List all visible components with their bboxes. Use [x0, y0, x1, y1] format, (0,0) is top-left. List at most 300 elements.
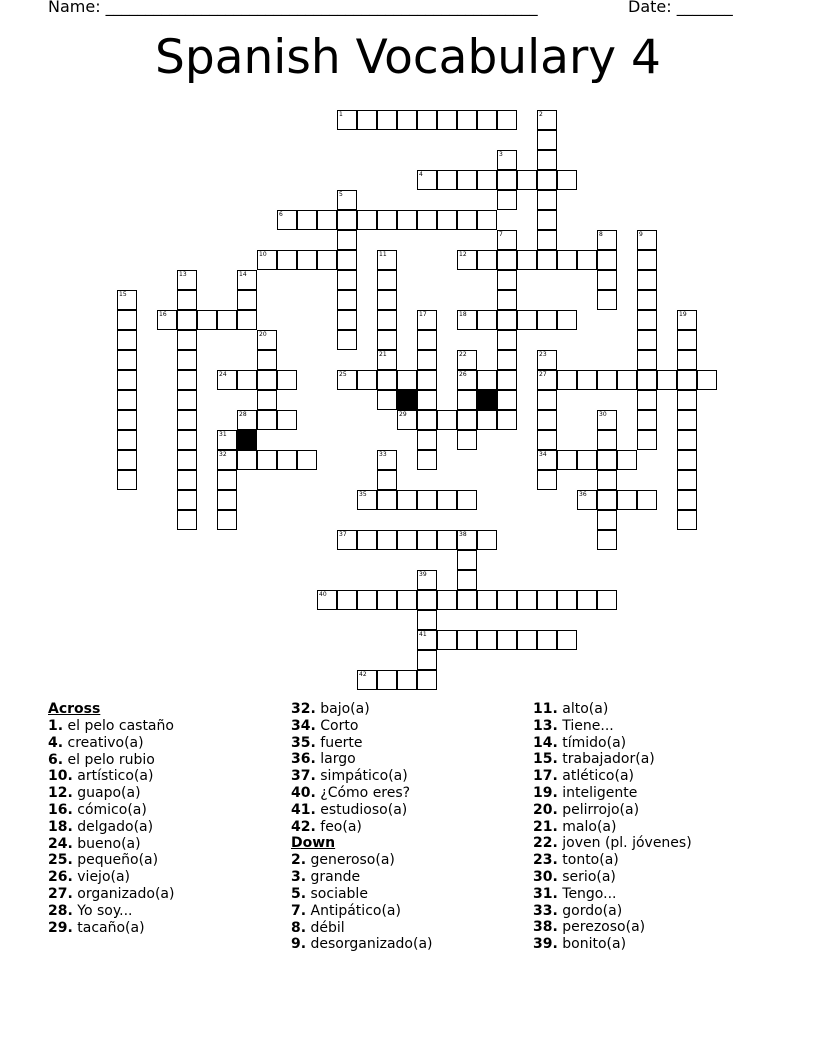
grid-cell[interactable] [537, 470, 557, 490]
grid-cell[interactable] [637, 390, 657, 410]
grid-cell[interactable] [417, 570, 437, 590]
grid-cell[interactable] [377, 290, 397, 310]
grid-cell[interactable] [237, 450, 257, 470]
grid-cell[interactable] [177, 330, 197, 350]
grid-cell[interactable] [317, 210, 337, 230]
grid-cell[interactable] [497, 310, 517, 330]
grid-cell[interactable] [397, 370, 417, 390]
grid-cell[interactable] [337, 210, 357, 230]
grid-cell[interactable] [297, 450, 317, 470]
grid-cell[interactable] [177, 510, 197, 530]
grid-cell[interactable] [417, 490, 437, 510]
grid-cell[interactable] [497, 410, 517, 430]
grid-cell[interactable] [437, 530, 457, 550]
grid-cell[interactable] [637, 290, 657, 310]
grid-cell[interactable] [537, 430, 557, 450]
clue-number-label: 7. [291, 902, 307, 919]
grid-cell[interactable] [377, 110, 397, 130]
grid-cell[interactable] [677, 470, 697, 490]
grid-cell[interactable] [417, 530, 437, 550]
grid-cell[interactable] [557, 630, 577, 650]
grid-cell[interactable] [117, 450, 137, 470]
grid-cell[interactable] [337, 250, 357, 270]
grid-cell[interactable] [177, 390, 197, 410]
grid-cell[interactable] [677, 490, 697, 510]
grid-cell[interactable] [477, 630, 497, 650]
grid-cell[interactable] [117, 310, 137, 330]
grid-cell[interactable] [417, 410, 437, 430]
clue-item [291, 701, 526, 718]
grid-cell[interactable] [217, 450, 237, 470]
grid-cell[interactable] [377, 330, 397, 350]
grid-cell[interactable] [417, 590, 437, 610]
grid-cell[interactable] [337, 230, 357, 250]
grid-cell[interactable] [257, 410, 277, 430]
grid-cell[interactable] [477, 410, 497, 430]
grid-cell[interactable] [577, 370, 597, 390]
grid-cell[interactable] [417, 310, 437, 330]
clue-item [48, 785, 283, 802]
clue-number: 41 [419, 631, 427, 638]
grid-cell[interactable] [457, 210, 477, 230]
grid-cell[interactable] [437, 210, 457, 230]
grid-cell[interactable] [677, 370, 697, 390]
grid-cell[interactable] [597, 370, 617, 390]
clue-text: largo [320, 751, 356, 768]
grid-cell[interactable] [497, 170, 517, 190]
grid-cell[interactable] [397, 410, 417, 430]
clue-item [291, 886, 526, 903]
grid-cell[interactable] [117, 330, 137, 350]
grid-cell[interactable] [177, 310, 197, 330]
grid-cell[interactable] [397, 210, 417, 230]
grid-cell[interactable] [257, 350, 277, 370]
grid-cell[interactable] [177, 350, 197, 370]
grid-cell[interactable] [617, 490, 637, 510]
grid-cell[interactable] [557, 370, 577, 390]
grid-cell[interactable] [277, 450, 297, 470]
grid-cell[interactable] [437, 110, 457, 130]
grid-cell[interactable] [517, 250, 537, 270]
grid-cell[interactable] [417, 370, 437, 390]
clue-text: Corto [320, 717, 359, 734]
clue-number-label: 6. [48, 751, 64, 768]
grid-cell[interactable] [417, 650, 437, 670]
grid-cell[interactable] [417, 610, 437, 630]
grid-cell[interactable] [577, 590, 597, 610]
grid-cell[interactable] [117, 290, 137, 310]
clue-number-label: 16. [48, 801, 73, 818]
name-label: Name: ______________________________________________________ [48, 0, 538, 16]
grid-cell[interactable] [377, 310, 397, 330]
grid-cell[interactable] [537, 170, 557, 190]
grid-cell[interactable] [577, 250, 597, 270]
grid-cell[interactable] [237, 270, 257, 290]
grid-cell[interactable] [397, 670, 417, 690]
grid-cell[interactable] [277, 210, 297, 230]
grid-cell[interactable] [417, 350, 437, 370]
grid-cell[interactable] [537, 370, 557, 390]
grid-cell[interactable] [397, 490, 417, 510]
clue-item [533, 869, 793, 886]
grid-cell[interactable] [497, 110, 517, 130]
grid-cell[interactable] [237, 370, 257, 390]
clue-text: Yo soy... [77, 902, 133, 919]
grid-cell[interactable] [457, 370, 477, 390]
grid-cell[interactable] [597, 430, 617, 450]
grid-cell[interactable] [237, 410, 257, 430]
grid-cell[interactable] [397, 590, 417, 610]
grid-cell[interactable] [497, 330, 517, 350]
grid-cell[interactable] [457, 410, 477, 430]
clue-number: 3 [499, 151, 503, 158]
grid-cell[interactable] [177, 290, 197, 310]
grid-cell[interactable] [377, 270, 397, 290]
grid-cell[interactable] [417, 450, 437, 470]
grid-cell[interactable] [217, 430, 237, 450]
grid-cell[interactable] [597, 590, 617, 610]
grid-cell[interactable] [497, 270, 517, 290]
clue-number: 39 [419, 571, 427, 578]
grid-cell[interactable] [277, 250, 297, 270]
grid-cell[interactable] [417, 330, 437, 350]
grid-cell[interactable] [377, 490, 397, 510]
grid-cell[interactable] [457, 530, 477, 550]
grid-cell[interactable] [117, 470, 137, 490]
clue-item [48, 852, 283, 869]
grid-cell[interactable] [537, 350, 557, 370]
grid-cell[interactable] [117, 370, 137, 390]
clue-text: el pelo castaño [67, 718, 174, 734]
grid-cell[interactable] [117, 350, 137, 370]
grid-cell[interactable] [257, 390, 277, 410]
grid-cell[interactable] [557, 170, 577, 190]
grid-cell[interactable] [357, 110, 377, 130]
grid-cell[interactable] [477, 530, 497, 550]
clue-item [291, 718, 526, 735]
grid-cell[interactable] [477, 310, 497, 330]
grid-cell[interactable] [457, 490, 477, 510]
clue-number: 24 [219, 371, 227, 378]
grid-cell[interactable] [317, 590, 337, 610]
grid-cell[interactable] [217, 490, 237, 510]
grid-cell[interactable] [537, 110, 557, 130]
clue-text: bueno(a) [77, 835, 141, 852]
clue-number: 13 [179, 271, 187, 278]
grid-cell[interactable] [597, 450, 617, 470]
grid-cell[interactable] [377, 470, 397, 490]
grid-cell[interactable] [317, 250, 337, 270]
grid-cell[interactable] [517, 590, 537, 610]
grid-cell[interactable] [417, 630, 437, 650]
grid-cell[interactable] [497, 230, 517, 250]
grid-cell[interactable] [617, 450, 637, 470]
grid-cell[interactable] [417, 110, 437, 130]
grid-cell[interactable] [277, 370, 297, 390]
grid-cell[interactable] [477, 370, 497, 390]
grid-cell[interactable] [217, 510, 237, 530]
clue-text: organizado(a) [77, 885, 175, 902]
clue-number-label: 35. [291, 734, 316, 751]
clue-number: 42 [359, 671, 367, 678]
clue-text: feo(a) [320, 818, 362, 835]
grid-cell[interactable] [337, 190, 357, 210]
grid-cell[interactable] [377, 250, 397, 270]
grid-cell[interactable] [217, 370, 237, 390]
grid-cell[interactable] [497, 630, 517, 650]
grid-cell[interactable] [397, 530, 417, 550]
grid-cell[interactable] [417, 430, 437, 450]
grid-cell[interactable] [417, 670, 437, 690]
grid-cell[interactable] [417, 170, 437, 190]
grid-cell[interactable] [337, 270, 357, 290]
grid-cell[interactable] [457, 250, 477, 270]
clue-number: 37 [339, 531, 347, 538]
grid-cell[interactable] [637, 430, 657, 450]
grid-cell[interactable] [657, 370, 677, 390]
clue-text: grande [310, 869, 361, 886]
grid-cell[interactable] [677, 430, 697, 450]
grid-cell[interactable] [437, 490, 457, 510]
grid-cell[interactable] [217, 470, 237, 490]
grid-cell[interactable] [497, 290, 517, 310]
grid-cell[interactable] [357, 370, 377, 390]
clues-column-3 [533, 701, 793, 953]
grid-cell[interactable] [597, 290, 617, 310]
grid-cell[interactable] [377, 670, 397, 690]
grid-cell[interactable] [337, 370, 357, 390]
grid-cell[interactable] [517, 310, 537, 330]
clue-text: generoso(a) [310, 852, 395, 869]
grid-cell[interactable] [537, 150, 557, 170]
clue-text: creativo(a) [67, 734, 144, 751]
grid-cell[interactable] [457, 110, 477, 130]
grid-cell[interactable] [477, 170, 497, 190]
grid-cell[interactable] [457, 590, 477, 610]
grid-cell[interactable] [637, 350, 657, 370]
clue-number-label: 31. [533, 885, 558, 902]
grid-cell[interactable] [177, 410, 197, 430]
grid-cell[interactable] [537, 250, 557, 270]
grid-cell[interactable] [117, 430, 137, 450]
clue-item [291, 751, 526, 768]
grid-cell[interactable] [437, 630, 457, 650]
grid-cell[interactable] [237, 310, 257, 330]
grid-cell[interactable] [637, 270, 657, 290]
grid-cell[interactable] [677, 310, 697, 330]
clue-number-label: 42. [291, 818, 316, 835]
grid-cell[interactable] [557, 310, 577, 330]
grid-cell[interactable] [337, 290, 357, 310]
grid-cell[interactable] [217, 310, 237, 330]
grid-cell[interactable] [457, 310, 477, 330]
grid-cell[interactable] [177, 270, 197, 290]
clue-item [291, 903, 526, 920]
down-heading: Down [291, 835, 336, 852]
grid-cell[interactable] [337, 110, 357, 130]
clue-number-label: 21. [533, 818, 558, 835]
grid-cell[interactable] [357, 530, 377, 550]
grid-cell[interactable] [457, 550, 477, 570]
grid-cell[interactable] [177, 450, 197, 470]
grid-cell[interactable] [417, 210, 437, 230]
clue-item [533, 819, 793, 836]
grid-cell[interactable] [497, 150, 517, 170]
grid-cell[interactable] [357, 210, 377, 230]
grid-cell[interactable] [597, 250, 617, 270]
grid-cell[interactable] [697, 370, 717, 390]
grid-cell[interactable] [497, 370, 517, 390]
grid-cell[interactable] [677, 330, 697, 350]
grid-cell[interactable] [557, 450, 577, 470]
grid-cell[interactable] [497, 590, 517, 610]
grid-cell[interactable] [257, 250, 277, 270]
grid-cell[interactable] [637, 230, 657, 250]
grid-cell[interactable] [577, 490, 597, 510]
grid-cell[interactable] [497, 190, 517, 210]
grid-cell[interactable] [537, 130, 557, 150]
grid-cell[interactable] [537, 590, 557, 610]
grid-cell[interactable] [157, 310, 177, 330]
clue-item [533, 919, 793, 936]
grid-cell[interactable] [277, 410, 297, 430]
grid-cell[interactable] [457, 570, 477, 590]
clue-text: Antipático(a) [310, 902, 401, 919]
grid-cell[interactable] [337, 590, 357, 610]
clue-number-label: 9. [291, 936, 307, 953]
grid-cell[interactable] [497, 250, 517, 270]
blocked-cell [237, 430, 257, 450]
grid-cell[interactable] [477, 250, 497, 270]
grid-cell[interactable] [437, 170, 457, 190]
grid-cell[interactable] [597, 230, 617, 250]
grid-cell[interactable] [457, 390, 477, 410]
grid-cell[interactable] [457, 170, 477, 190]
grid-cell[interactable] [597, 410, 617, 430]
grid-cell[interactable] [597, 270, 617, 290]
grid-cell[interactable] [437, 410, 457, 430]
grid-cell[interactable] [557, 250, 577, 270]
grid-cell[interactable] [597, 490, 617, 510]
grid-cell[interactable] [357, 670, 377, 690]
grid-cell[interactable] [517, 630, 537, 650]
grid-cell[interactable] [457, 430, 477, 450]
grid-cell[interactable] [677, 390, 697, 410]
grid-cell[interactable] [677, 350, 697, 370]
grid-cell[interactable] [677, 510, 697, 530]
clue-number-label: 37. [291, 768, 316, 785]
grid-cell[interactable] [177, 470, 197, 490]
grid-cell[interactable] [537, 390, 557, 410]
clue-number: 34 [539, 451, 547, 458]
grid-cell[interactable] [177, 490, 197, 510]
grid-cell[interactable] [637, 410, 657, 430]
grid-cell[interactable] [337, 310, 357, 330]
clue-number: 15 [119, 291, 127, 298]
grid-cell[interactable] [377, 210, 397, 230]
grid-cell[interactable] [637, 250, 657, 270]
grid-cell[interactable] [457, 630, 477, 650]
grid-cell[interactable] [637, 490, 657, 510]
grid-cell[interactable] [377, 370, 397, 390]
grid-cell[interactable] [537, 630, 557, 650]
grid-cell[interactable] [477, 110, 497, 130]
grid-cell[interactable] [117, 390, 137, 410]
clue-text: bonito(a) [562, 936, 627, 953]
grid-cell[interactable] [377, 530, 397, 550]
grid-cell[interactable] [397, 110, 417, 130]
grid-cell[interactable] [237, 290, 257, 310]
grid-cell[interactable] [437, 590, 457, 610]
grid-cell[interactable] [497, 350, 517, 370]
grid-cell[interactable] [177, 370, 197, 390]
grid-cell[interactable] [357, 590, 377, 610]
clue-number: 40 [319, 591, 327, 598]
grid-cell[interactable] [557, 590, 577, 610]
grid-cell[interactable] [597, 510, 617, 530]
grid-cell[interactable] [477, 590, 497, 610]
grid-cell[interactable] [477, 210, 497, 230]
grid-cell[interactable] [537, 450, 557, 470]
clue-number-label: 5. [291, 885, 307, 902]
grid-cell[interactable] [337, 530, 357, 550]
clue-number: 26 [459, 371, 467, 378]
grid-cell[interactable] [297, 210, 317, 230]
clue-number: 20 [259, 331, 267, 338]
grid-cell[interactable] [637, 330, 657, 350]
grid-cell[interactable] [257, 450, 277, 470]
grid-cell[interactable] [537, 230, 557, 250]
grid-cell[interactable] [597, 530, 617, 550]
grid-cell[interactable] [517, 170, 537, 190]
grid-cell[interactable] [677, 450, 697, 470]
clue-text: guapo(a) [77, 785, 141, 802]
grid-cell[interactable] [257, 330, 277, 350]
clue-number-label: 23. [533, 852, 558, 869]
across-heading: Across [48, 701, 101, 717]
grid-cell[interactable] [537, 310, 557, 330]
grid-cell[interactable] [457, 350, 477, 370]
grid-cell[interactable] [257, 370, 277, 390]
clue-number: 28 [239, 411, 247, 418]
grid-cell[interactable] [377, 350, 397, 370]
grid-cell[interactable] [417, 390, 437, 410]
grid-cell[interactable] [577, 450, 597, 470]
grid-cell[interactable] [617, 370, 637, 390]
grid-cell[interactable] [377, 590, 397, 610]
grid-cell[interactable] [197, 310, 217, 330]
grid-cell[interactable] [537, 410, 557, 430]
grid-cell[interactable] [597, 470, 617, 490]
clues-column-2 [291, 701, 526, 956]
grid-cell[interactable] [637, 370, 657, 390]
grid-cell[interactable] [497, 390, 517, 410]
grid-cell[interactable] [337, 330, 357, 350]
grid-cell[interactable] [677, 410, 697, 430]
grid-cell[interactable] [637, 310, 657, 330]
grid-cell[interactable] [297, 250, 317, 270]
clue-number: 12 [459, 251, 467, 258]
grid-cell[interactable] [377, 450, 397, 470]
grid-cell[interactable] [117, 410, 137, 430]
clue-number-label: 25. [48, 852, 73, 869]
clue-text: artístico(a) [77, 768, 154, 785]
grid-cell[interactable] [537, 210, 557, 230]
grid-cell[interactable] [537, 190, 557, 210]
grid-cell[interactable] [357, 490, 377, 510]
grid-cell[interactable] [377, 390, 397, 410]
grid-cell[interactable] [177, 430, 197, 450]
